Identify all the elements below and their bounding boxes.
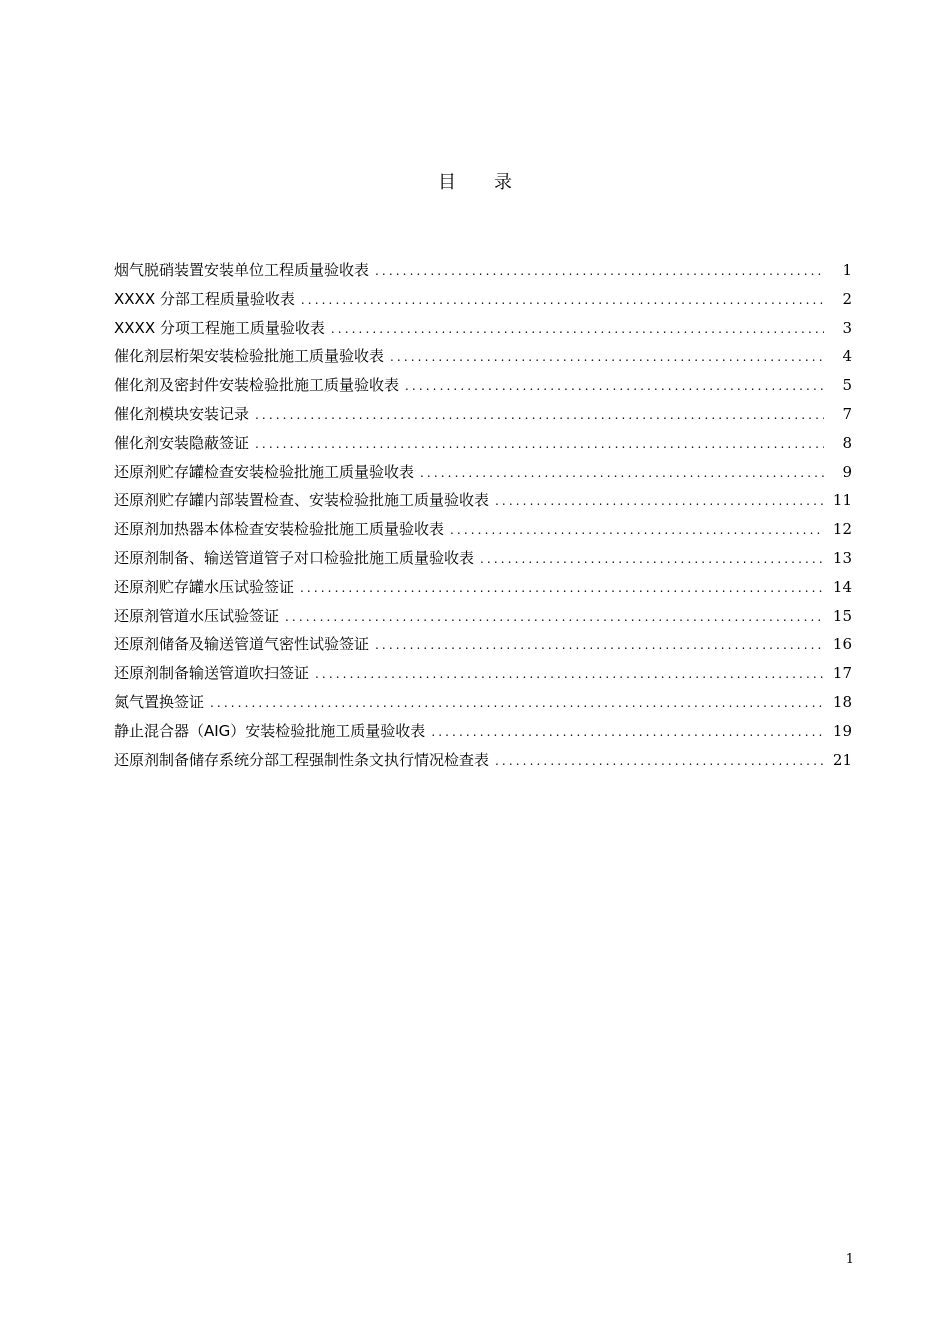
- toc-entry-page: 19: [832, 721, 852, 740]
- toc-entry[interactable]: [114, 256, 852, 285]
- toc-entry[interactable]: [114, 688, 852, 717]
- toc-entry[interactable]: [114, 659, 852, 688]
- toc-entry[interactable]: [114, 400, 852, 429]
- toc-leader-dots: [431, 718, 824, 747]
- table-of-contents: [114, 256, 852, 774]
- toc-entry-page: 18: [832, 692, 852, 711]
- toc-entry[interactable]: [114, 544, 852, 573]
- page-title: [0, 168, 950, 194]
- toc-leader-dots: [480, 545, 824, 574]
- toc-leader-dots: [390, 343, 824, 372]
- toc-leader-dots: [405, 372, 824, 401]
- toc-entry-label: 还原剂贮存罐检查安装检验批施工质量验收表: [114, 462, 415, 481]
- toc-entry-page: 9: [842, 462, 852, 481]
- title-char-1: 目: [438, 172, 456, 193]
- toc-entry-label: 还原剂贮存罐内部装置检查、安装检验批施工质量验收表: [114, 491, 490, 510]
- toc-leader-dots: [420, 459, 824, 488]
- toc-entry-page: 3: [842, 318, 852, 337]
- toc-entry-label: 还原剂制备输送管道吹扫签证: [114, 664, 310, 683]
- toc-entry-page: 15: [832, 606, 852, 625]
- toc-entry-label: 还原剂管道水压试验签证: [114, 606, 280, 625]
- toc-entry-label: 静止混合器（AIG）安装检验批施工质量验收表: [114, 721, 426, 740]
- toc-entry-label: XXXX 分项工程施工质量验收表: [114, 318, 325, 337]
- toc-leader-dots: [301, 286, 824, 315]
- toc-leader-dots: [375, 631, 824, 660]
- toc-entry-page: 5: [842, 376, 852, 395]
- toc-entry[interactable]: [114, 746, 852, 775]
- toc-leader-dots: [255, 401, 824, 430]
- toc-entry-label: 还原剂贮存罐水压试验签证: [114, 577, 295, 596]
- toc-entry[interactable]: [114, 630, 852, 659]
- toc-entry-page: 7: [842, 404, 852, 423]
- toc-entry[interactable]: [114, 429, 852, 458]
- toc-entry-page: 8: [842, 433, 852, 452]
- toc-leader-dots: [495, 747, 824, 776]
- toc-entry-page: 4: [842, 347, 852, 366]
- toc-entry-page: 14: [832, 577, 852, 596]
- toc-leader-dots: [375, 257, 824, 286]
- toc-leader-dots: [495, 487, 824, 516]
- toc-entry-page: 1: [842, 261, 852, 279]
- toc-entry[interactable]: [114, 486, 852, 515]
- toc-entry-label: 氮气置换签证: [114, 692, 205, 711]
- page-number: 1: [845, 1252, 854, 1267]
- toc-entry[interactable]: [114, 314, 852, 343]
- toc-entry[interactable]: [114, 515, 852, 544]
- toc-entry-label: 还原剂制备、输送管道管子对口检验批施工质量验收表: [114, 548, 475, 567]
- toc-entry[interactable]: [114, 342, 852, 371]
- toc-entry-label: 烟气脱硝装置安装单位工程质量验收表: [114, 261, 370, 279]
- toc-entry[interactable]: [114, 285, 852, 314]
- toc-entry-label: 还原剂储备及输送管道气密性试验签证: [114, 635, 370, 654]
- toc-entry-label: 催化剂模块安装记录: [114, 404, 250, 423]
- toc-leader-dots: [450, 516, 824, 545]
- toc-entry[interactable]: [114, 458, 852, 487]
- toc-leader-dots: [210, 689, 824, 718]
- toc-leader-dots: [255, 430, 824, 459]
- toc-entry-page: 17: [832, 664, 852, 683]
- toc-entry-label: 还原剂制备储存系统分部工程强制性条文执行情况检查表: [114, 750, 490, 769]
- toc-entry-page: 2: [842, 289, 852, 308]
- toc-entry[interactable]: [114, 602, 852, 631]
- toc-entry[interactable]: [114, 573, 852, 602]
- toc-entry-page: 16: [832, 635, 852, 654]
- title-char-2: 录: [494, 172, 512, 193]
- toc-leader-dots: [315, 660, 824, 689]
- toc-entry[interactable]: [114, 371, 852, 400]
- toc-entry-page: 11: [832, 491, 852, 510]
- toc-entry-label: 催化剂层桁架安装检验批施工质量验收表: [114, 347, 385, 366]
- toc-entry-page: 12: [832, 520, 852, 539]
- toc-leader-dots: [285, 603, 824, 632]
- toc-entry-label: 催化剂及密封件安装检验批施工质量验收表: [114, 376, 400, 395]
- toc-leader-dots: [331, 315, 824, 344]
- toc-entry-page: 21: [832, 750, 852, 769]
- toc-entry-label: 还原剂加热器本体检查安装检验批施工质量验收表: [114, 520, 445, 539]
- toc-leader-dots: [300, 574, 824, 603]
- toc-entry[interactable]: [114, 717, 852, 746]
- toc-entry-page: 13: [832, 548, 852, 567]
- toc-entry-label: XXXX 分部工程质量验收表: [114, 289, 295, 308]
- toc-entry-label: 催化剂安装隐蔽签证: [114, 433, 250, 452]
